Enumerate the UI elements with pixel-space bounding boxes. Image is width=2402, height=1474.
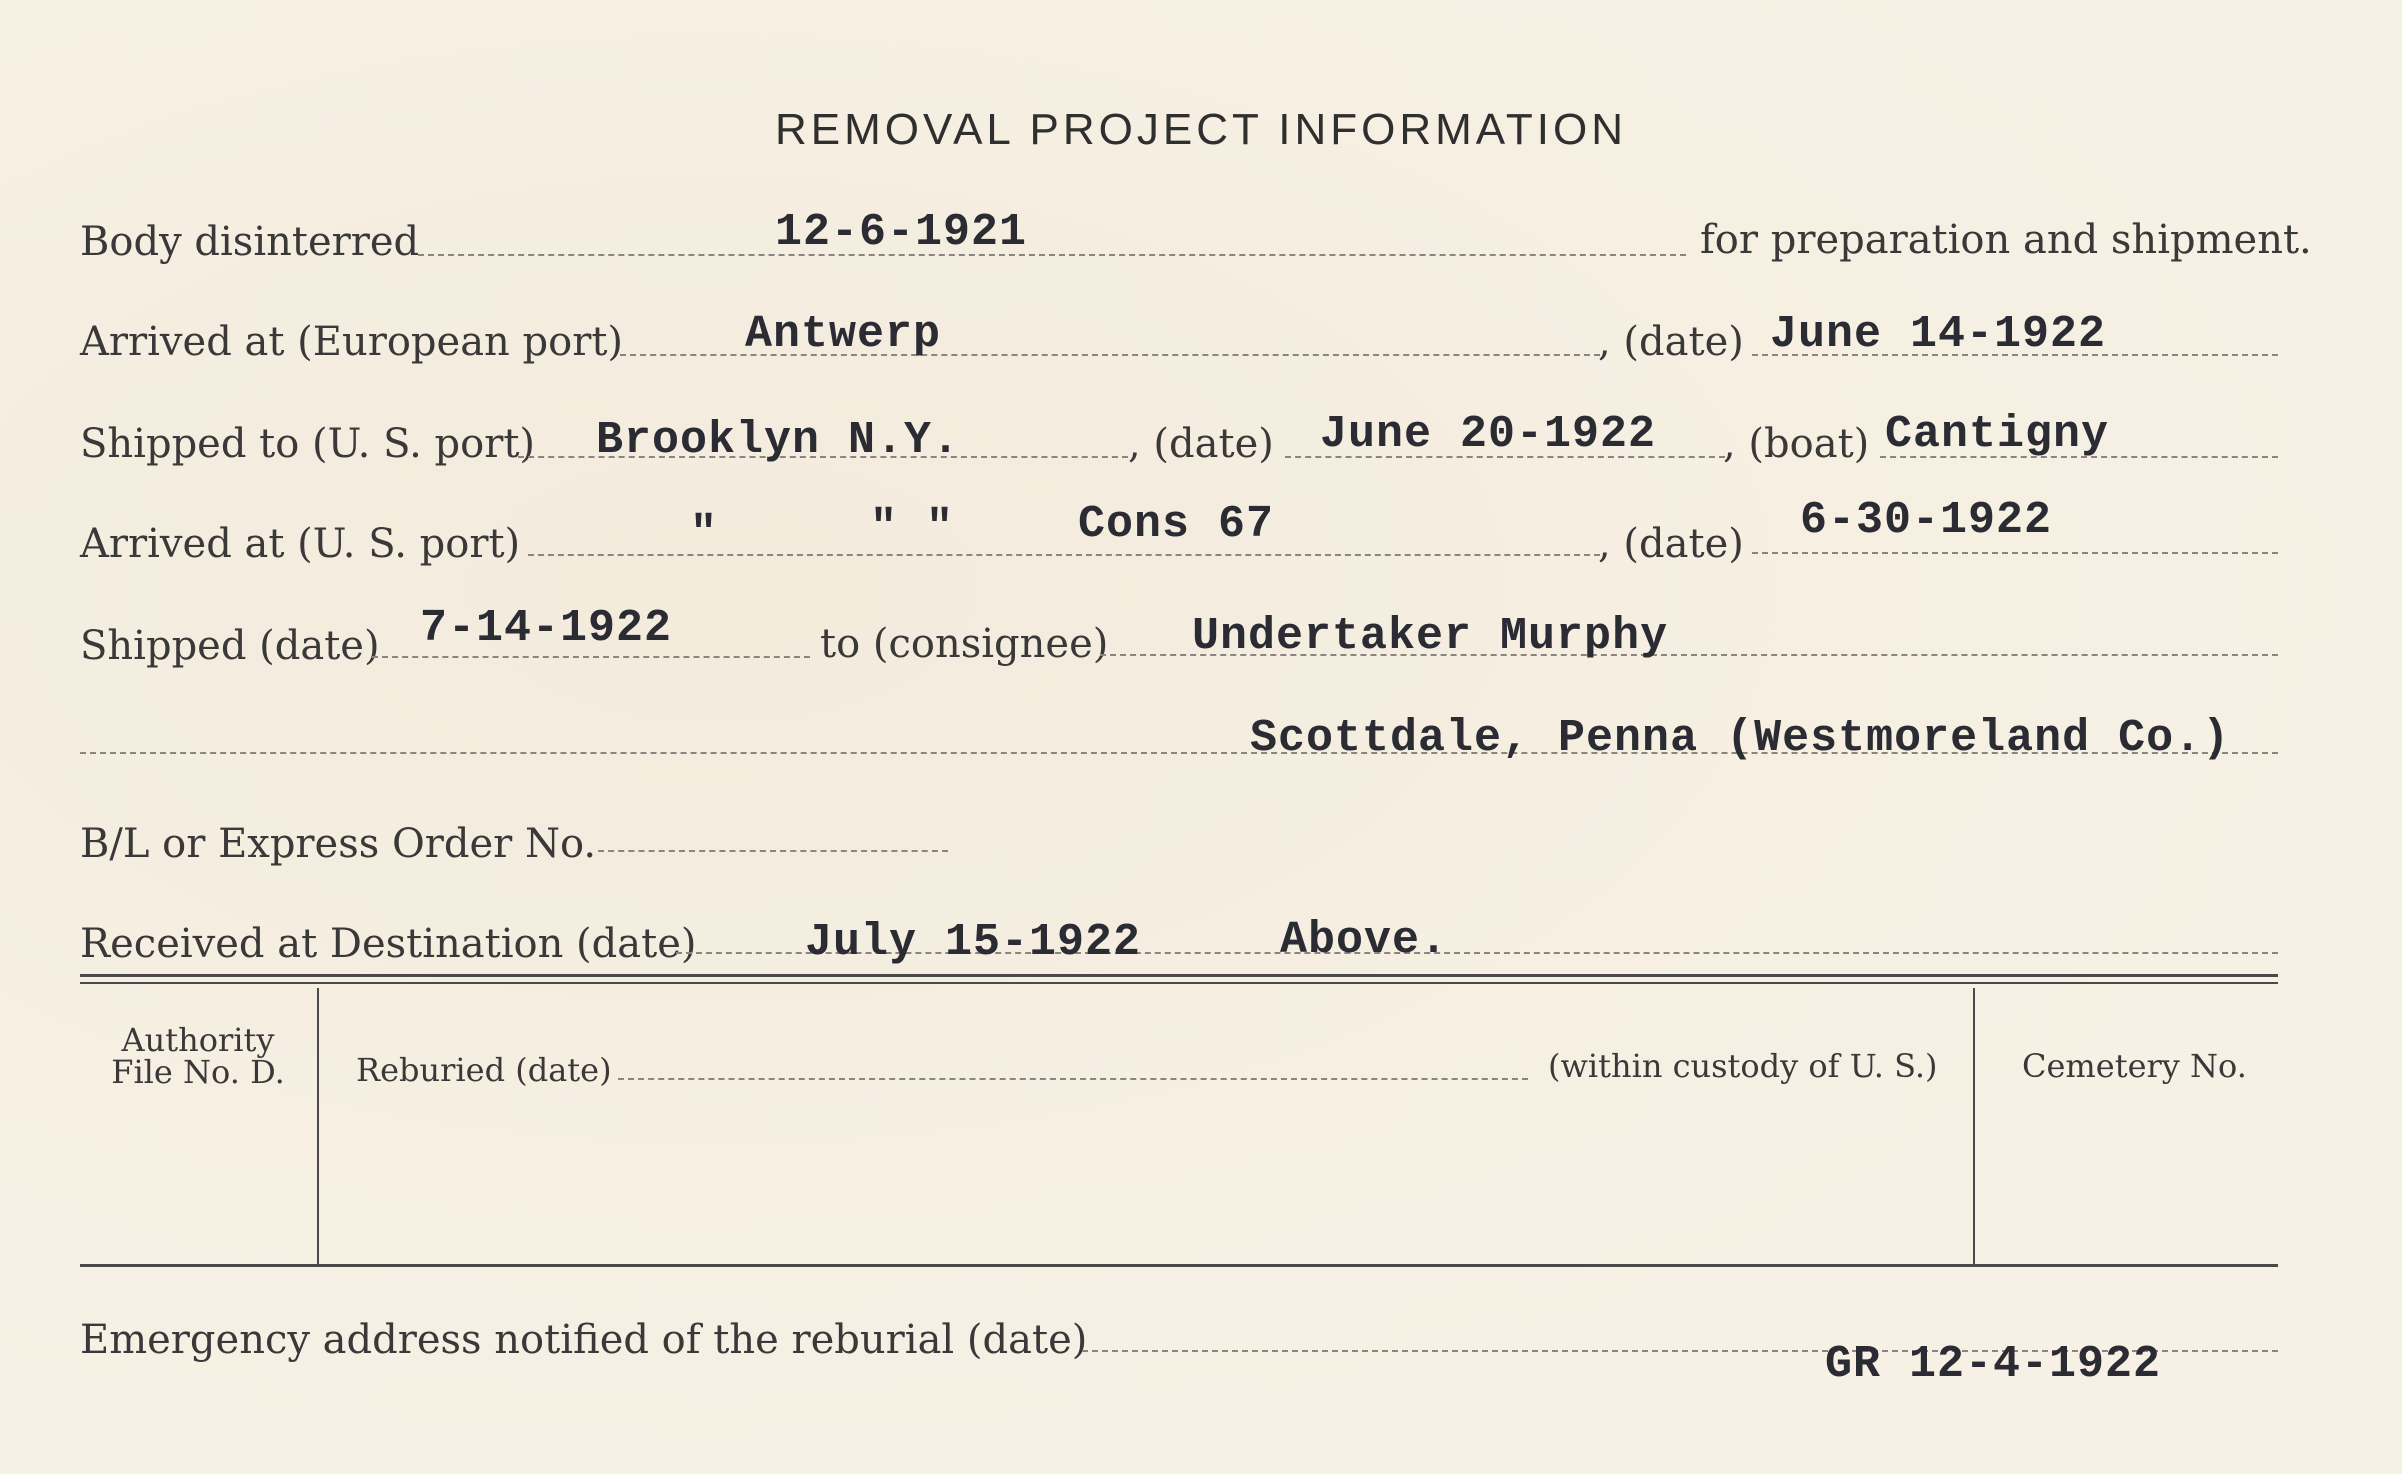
shipped-us-boat: Cantigny — [1885, 409, 2110, 460]
consignee-value: Undertaker Murphy — [1192, 611, 1669, 662]
shipped-us-port: Brooklyn N.Y. — [596, 415, 961, 466]
body-disinterred-line — [418, 254, 1686, 256]
emergency-label: Emergency address notified of the reburial (date) — [80, 1317, 1088, 1363]
shipped-us-date: June 20-1922 — [1320, 409, 1657, 460]
arrived-us-line — [528, 554, 1600, 556]
table-top-rule — [80, 974, 2278, 977]
card-title: REMOVAL PROJECT INFORMATION — [775, 105, 1627, 154]
reburied-label: Reburied (date) — [356, 1051, 612, 1089]
body-disinterred-value: 12-6-1921 — [775, 207, 1028, 258]
arrived-us-date-line — [1752, 552, 2278, 554]
shipped-us-date-label: , (date) — [1128, 421, 1274, 467]
shipped-us-label: Shipped to (U. S. port) — [80, 421, 535, 467]
body-disinterred-suffix: for preparation and shipment. — [1700, 217, 2312, 263]
table-divider-left — [317, 988, 319, 1264]
arrived-us-value: Cons 67 — [1078, 499, 1275, 550]
authority-label-line1: Authority — [121, 1021, 275, 1059]
shipped-date-value: 7-14-1922 — [420, 603, 673, 654]
emergency-value: GR 12-4-1922 — [1825, 1339, 2162, 1390]
shipped-date-label: Shipped (date) — [80, 623, 380, 669]
cemetery-label: Cemetery No. — [2022, 1047, 2247, 1085]
reburied-line — [618, 1078, 1528, 1080]
arrived-us-ditto-1: " — [690, 509, 719, 560]
arrived-us-date-label: , (date) — [1598, 521, 1744, 567]
arrived-european-date: June 14-1922 — [1770, 309, 2107, 360]
shipped-us-boat-label: , (boat) — [1723, 421, 1870, 467]
consignee-label: to (consignee) — [820, 621, 1109, 667]
consignee-address: Scottdale, Penna (Westmoreland Co.) — [1250, 713, 2231, 764]
arrived-european-port: Antwerp — [745, 309, 942, 360]
table-top-rule-2 — [80, 982, 2278, 984]
received-note: Above. — [1280, 915, 1449, 966]
bl-label: B/L or Express Order No. — [80, 821, 597, 867]
bl-line — [598, 850, 948, 852]
arrived-us-ditto-2: " " — [870, 503, 955, 554]
arrived-us-label: Arrived at (U. S. port) — [80, 521, 521, 567]
arrived-us-date: 6-30-1922 — [1800, 495, 2053, 546]
table-divider-right — [1973, 988, 1975, 1264]
shipped-date-line — [372, 656, 810, 658]
body-disinterred-label: Body disinterred — [80, 219, 420, 265]
table-bottom-rule — [80, 1264, 2278, 1267]
custody-label: (within custody of U. S.) — [1548, 1047, 1938, 1085]
arrived-european-label: Arrived at (European port) — [80, 319, 624, 365]
authority-label-line2: File No. D. — [111, 1053, 285, 1091]
arrived-european-date-label: , (date) — [1598, 319, 1744, 365]
received-label: Received at Destination (date) — [80, 921, 697, 967]
received-value: July 15-1922 — [805, 917, 1142, 968]
